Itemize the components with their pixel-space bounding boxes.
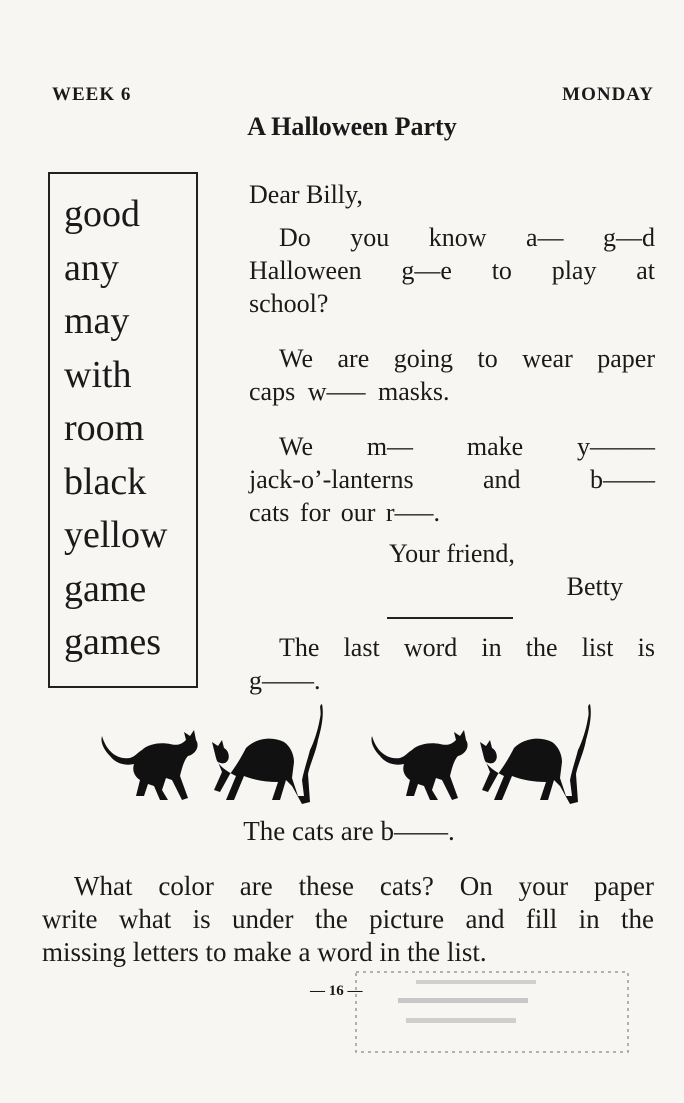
signature-rule	[387, 617, 513, 619]
word-list-item: may	[64, 300, 130, 342]
letter-paragraph-3	[249, 430, 655, 529]
question-line: g––––.	[249, 666, 321, 695]
instruction-line: write what is under the picture and fill in the	[42, 904, 654, 934]
question-line: The last word in the list is	[279, 633, 655, 662]
instruction-line: missing letters to make a word in the list.	[42, 937, 487, 967]
library-stamp	[346, 968, 632, 1056]
word-list-item: games	[64, 621, 162, 663]
letter	[249, 178, 655, 697]
letter-line: We m–– make y–––––	[279, 432, 655, 461]
instructions	[42, 870, 654, 969]
cat-silhouette	[480, 704, 591, 804]
cat-silhouette	[371, 730, 467, 800]
word-list-item: black	[64, 460, 147, 503]
day-label: MONDAY	[562, 84, 654, 105]
letter-paragraph-2	[249, 342, 655, 408]
letter-line: We are going to wear paper	[279, 344, 655, 373]
letter-paragraph-1	[249, 221, 655, 320]
word-list-item: good	[64, 193, 140, 235]
letter-line: Halloween g––e to play at	[249, 256, 655, 285]
letter-salutation: Dear Billy,	[249, 180, 363, 209]
letter-line: Do you know a–– g––d	[279, 223, 655, 252]
list-question	[249, 631, 655, 697]
word-list-item: any	[64, 246, 119, 289]
letter-line: school?	[249, 289, 329, 318]
letter-signature: Betty	[566, 572, 623, 601]
letter-line: cats for our r–––.	[249, 498, 441, 527]
black-cats-illustration	[96, 700, 606, 812]
word-list-item: room	[64, 407, 145, 449]
word-list-item: yellow	[64, 514, 168, 556]
word-list-box	[48, 172, 198, 688]
picture-caption: The cats are b––––.	[243, 816, 455, 846]
page-title: A Halloween Party	[247, 112, 457, 141]
cat-silhouette	[212, 704, 323, 804]
letter-line: caps w––– masks.	[249, 377, 450, 406]
letter-line: jack-o’-lanterns and b––––	[249, 465, 655, 494]
page-number: — 16 —	[310, 983, 363, 999]
cat-silhouette	[101, 730, 197, 800]
word-list-item: game	[64, 567, 147, 610]
instruction-line: What color are these cats? On your paper	[74, 871, 654, 901]
letter-closing: Your friend,	[389, 539, 515, 568]
word-list-item: with	[64, 353, 132, 396]
week-label: WEEK 6	[52, 84, 132, 105]
